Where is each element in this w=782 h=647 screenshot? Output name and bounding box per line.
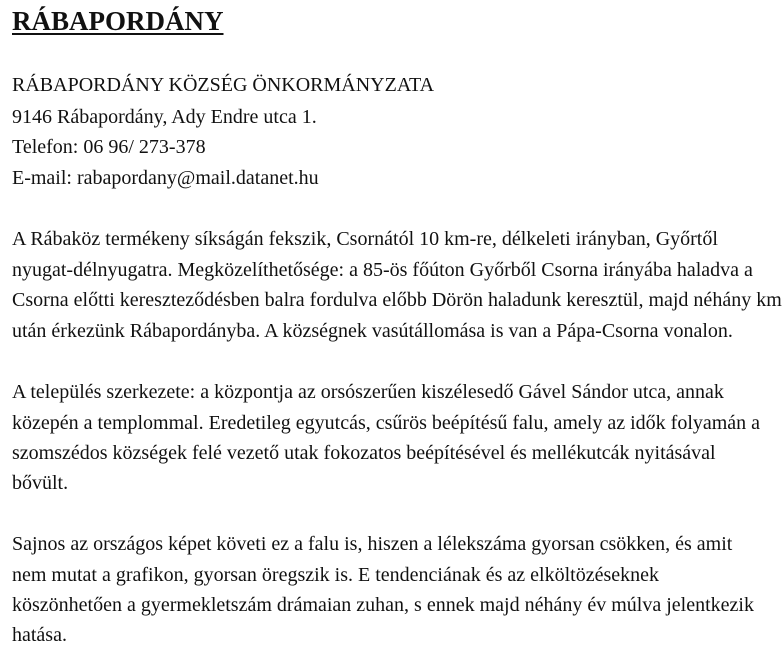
paragraph-2-line-3: szomszédos községek felé vezető utak fokozatos beépítésével és mellékutcák nyitásával — [12, 442, 716, 464]
paragraph-3-line-1: Sajnos az országos képet követi ez a falu is, hiszen a lélekszáma gyorsan csökken, és amit — [12, 533, 733, 555]
paragraph-1-line-4: után érkezünk Rábapordányba. A községnek vasútállomása is van a Pápa-Csorna vonalon. — [12, 320, 733, 342]
paragraph-1-line-3: Csorna előtti kereszteződésben balra fordulva előbb Dörön haladunk keresztül, majd néhány km — [12, 289, 782, 311]
paragraph-2-line-1: A település szerkezete: a központja az orsószerűen kiszélesedő Gável Sándor utca, annak — [12, 381, 724, 403]
document-page — [12, 0, 782, 646]
paragraph-2-line-2: közepén a templommal. Eredetileg egyutcás, csűrös beépítésű falu, amely az idők folyamán a — [12, 412, 761, 434]
paragraph-3-line-4: hatása. — [12, 624, 67, 646]
paragraph-3-line-3: köszönhetően a gyermekletszám drámaian zuhan, s ennek majd néhány év múlva jelentkezik — [12, 594, 754, 616]
page-title: RÁBAPORDÁNY — [12, 6, 224, 36]
address: 9146 Rábapordány, Ady Endre utca 1. — [12, 106, 317, 128]
org-name: RÁBAPORDÁNY KÖZSÉG ÖNKORMÁNYZATA — [12, 74, 435, 96]
paragraph-3-line-2: nem mutat a grafikon, gyorsan öregszik is. E tendenciának és az elköltözéseknek — [12, 564, 659, 586]
paragraph-2-line-4: bővült. — [12, 472, 69, 494]
email-address: E-mail: rabapordany@mail.datanet.hu — [12, 167, 319, 189]
paragraph-1-line-1: A Rábaköz termékeny síkságán fekszik, Csornától 10 km-re, délkeleti irányban, Győrtől — [12, 228, 718, 250]
phone-number: Telefon: 06 96/ 273-378 — [12, 136, 206, 158]
paragraph-1-line-2: nyugat-délnyugatra. Megközelíthetősége: a 85-ös főúton Győrből Csorna irányába haladva a — [12, 259, 753, 281]
